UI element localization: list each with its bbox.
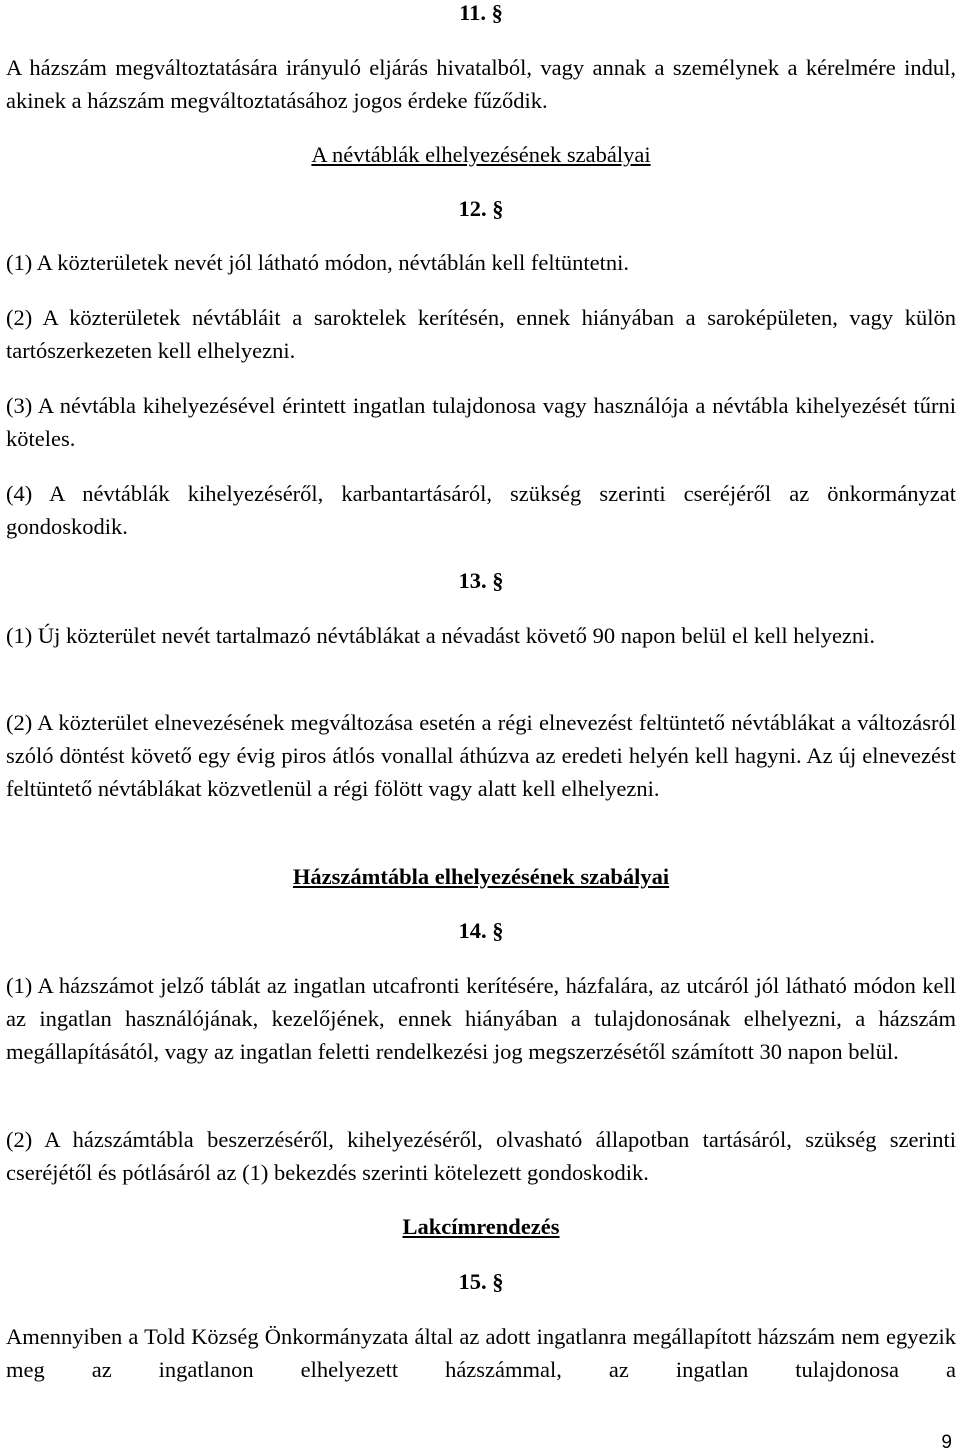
section-13-paragraph-1: (1) Új közterület nevét tartalmazó névtáblákat a névadást követő 90 napon belül el kell helyezni. [6, 623, 876, 648]
section-11-paragraph: A házszám megváltoztatására irányuló eljárás hivatalból, vagy annak a személynek a kérelmére indul, akinek a házszám megváltoztatásához jogos érdeke fűződik. [6, 55, 956, 113]
section-15-number: 15. § [458, 1269, 504, 1294]
section-11-number: 11. § [459, 0, 503, 25]
heading-lakcimrendezes: Lakcímrendezés [402, 1214, 560, 1239]
section-12-paragraph-2: (2) A közterületek névtábláit a saroktelek kerítésén, ennek hiányában a saroképületen, vagy külön tartószerkezeten kell elhelyezni. [6, 305, 956, 363]
heading-hazszamtabla: Házszámtábla elhelyezésének szabályai [292, 864, 670, 889]
section-14-number: 14. § [458, 918, 504, 943]
section-14-paragraph-1: (1) A házszámot jelző táblát az ingatlan utcafronti kerítésére, házfalára, az utcáról jól látható módon kell az ingatlan használójának, kezelőjének, ennek hiányában a tulajdonosának elhelyezni, a házszám megállapításától, vagy az ingatlan feletti rendelkezési jog megszerzésétől számított 30 napon belül. [6, 973, 956, 1064]
section-13-number: 13. § [458, 568, 504, 593]
section-12-number: 12. § [458, 196, 504, 221]
section-15-paragraph-1: Amennyiben a Told Község Önkormányzata által az adott ingatlanra megállapított házszám nem egyezik meg az ingatlanon elhelyezett házszámmal, az ingatlan tulajdonosa a [6, 1324, 956, 1382]
section-13-paragraph-2: (2) A közterület elnevezésének megváltozása esetén a régi elnevezést feltüntető névtáblákat a változásról szóló döntést követő egy évig piros átlós vonallal áthúzva az eredeti helyén kell hagyni. Az új elnevezést feltüntető névtáblákat közvetlenül a régi fölött vagy alatt kell elhelyezni. [6, 710, 956, 801]
section-12-paragraph-4: (4) A névtáblák kihelyezéséről, karbantartásáról, szükség szerinti cseréjéről az önkormányzat gondoskodik. [6, 481, 956, 539]
page-number: 9 [941, 1432, 952, 1453]
section-14-paragraph-2: (2) A házszámtábla beszerzéséről, kihelyezéséről, olvasható állapotban tartásáról, szükség szerinti cseréjétől és pótlásáról az (1) bekezdés szerinti kötelezett gondoskodik. [6, 1127, 956, 1185]
heading-nevtablak: A névtáblák elhelyezésének szabályai [311, 142, 651, 167]
section-12-paragraph-3: (3) A névtábla kihelyezésével érintett ingatlan tulajdonosa vagy használója a névtábla kihelyezését tűrni köteles. [6, 393, 956, 451]
section-12-paragraph-1: (1) A közterületek nevét jól látható módon, névtáblán kell feltüntetni. [6, 250, 629, 275]
